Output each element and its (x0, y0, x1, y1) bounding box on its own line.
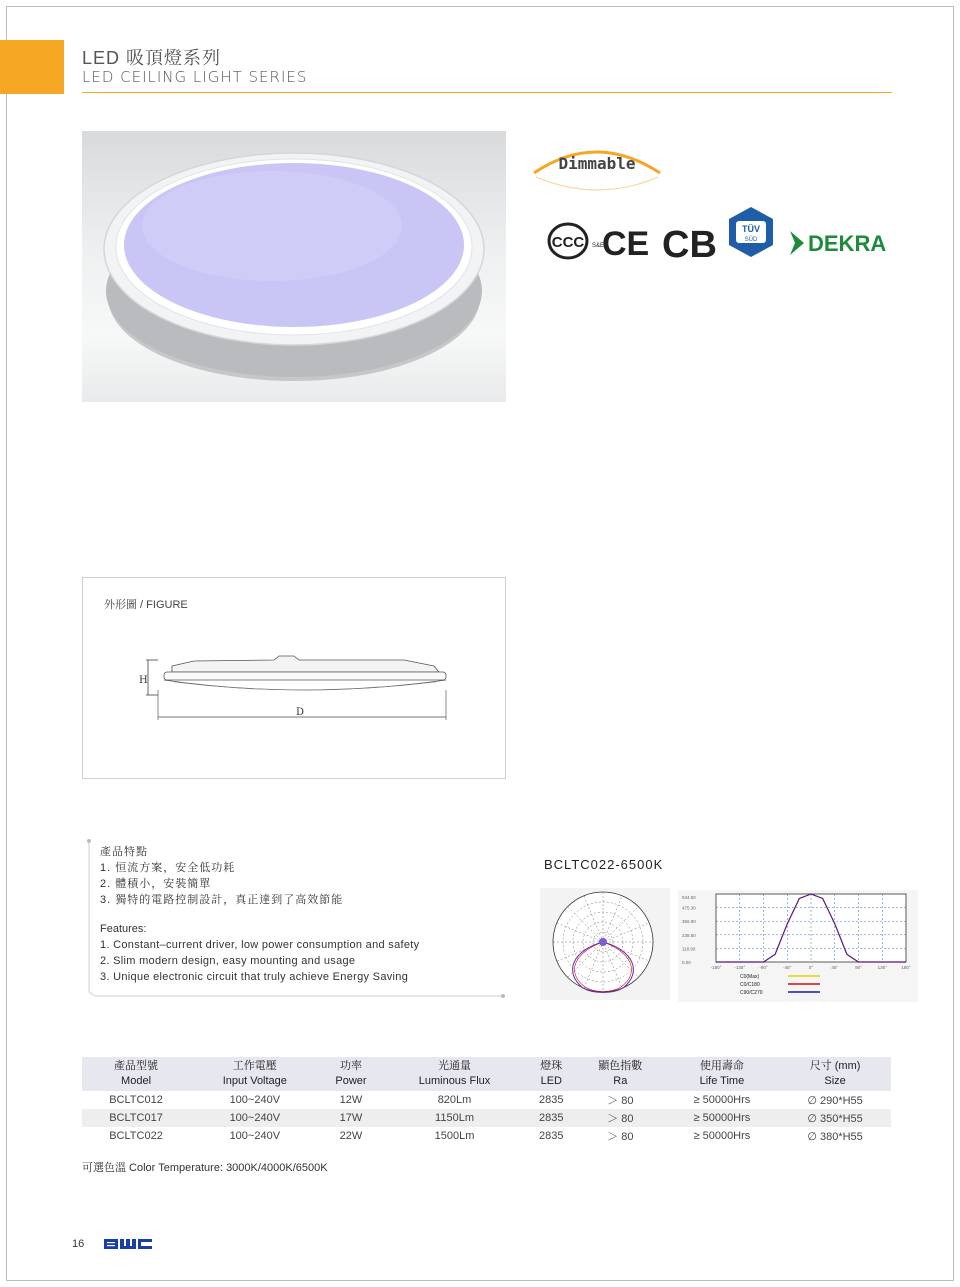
x-tick-label: 180° (901, 965, 911, 970)
y-tick-label: 118.90 (682, 946, 696, 952)
page-number: 16 (72, 1238, 85, 1250)
tuv-logo (729, 207, 773, 257)
spec-header-cell (665, 1057, 779, 1091)
spec-header-cell (576, 1057, 665, 1091)
feature-en-1: 1. Constant–current driver, low power consumption and safety (100, 939, 420, 951)
spec-header-en: Model (121, 1075, 152, 1087)
table-cell: ∅ 290*H55 (807, 1094, 863, 1107)
table-cell: ∅ 380*H55 (807, 1130, 863, 1143)
spec-header-cell (779, 1057, 891, 1091)
table-cell: ＞ 80 (607, 1131, 634, 1143)
y-tick-label: 475.30 (682, 905, 696, 911)
spec-header-zh: 使用壽命 (699, 1060, 744, 1072)
page-title-zh: LED 吸頂燈系列 (82, 48, 222, 68)
dekra-logo (790, 231, 886, 256)
table-cell: 820Lm (437, 1094, 472, 1106)
figure-label: 外形圖 / FIGURE (104, 599, 188, 611)
x-tick-label: -90° (759, 965, 768, 970)
spec-header-en: LED (540, 1075, 562, 1087)
table-cell: ∅ 350*H55 (779, 1109, 891, 1127)
y-tick-label: 534.50 (682, 895, 696, 900)
page-title-en: LED CEILING LIGHT SERIES (82, 68, 308, 86)
spec-header-zh: 工作電壓 (232, 1060, 277, 1072)
x-tick-label: 45° (831, 965, 839, 970)
light-distribution-chart (678, 890, 918, 1002)
table-cell: ≥ 50000Hrs (693, 1130, 751, 1142)
bmc-logo (104, 1238, 154, 1250)
x-tick-label: 90° (855, 965, 862, 970)
feature-zh-1: 1. 恒流方案，安全低功耗 (100, 862, 236, 874)
cb-logo: CB (662, 224, 717, 266)
dim-d-label: D (296, 707, 305, 718)
certification-area (520, 135, 910, 275)
table-cell: 1150Lm (382, 1109, 526, 1127)
svg-text:DEKRA: DEKRA (808, 231, 887, 256)
dimension-drawing (134, 650, 454, 722)
spec-header-cell (527, 1057, 576, 1091)
ccc-logo (549, 224, 604, 258)
ce-logo: CE (602, 225, 650, 263)
features-title-en: Features: (100, 923, 147, 935)
spec-header-zh: 顯色指數 (598, 1060, 643, 1072)
table-cell: 2835 (539, 1094, 564, 1106)
spec-header-en: Luminous Flux (418, 1075, 491, 1087)
feature-zh-2: 2. 體積小，安裝簡單 (100, 878, 212, 890)
x-tick-label: -180° (710, 965, 722, 970)
table-cell: 22W (339, 1130, 363, 1142)
spec-header-zh: 產品型號 (114, 1060, 159, 1072)
table-cell: 100~240V (190, 1109, 319, 1127)
table-row (82, 1091, 891, 1109)
dimmable-badge (534, 152, 660, 190)
table-cell: 2835 (527, 1109, 576, 1127)
table-cell: ≥ 50000Hrs (665, 1109, 779, 1127)
spec-header-en: Life Time (699, 1075, 745, 1087)
spec-header-zh: 光通量 (438, 1060, 472, 1072)
photometry-title: BCLTC022-6500K (544, 857, 664, 872)
table-cell: 100~240V (229, 1094, 281, 1106)
spec-header-en: Size (824, 1075, 846, 1087)
x-tick-label: 135° (877, 965, 887, 970)
color-temperature-note: 可選色溫 Color Temperature: 3000K/4000K/6500K (82, 1162, 328, 1174)
spec-header-cell (82, 1057, 190, 1091)
orange-tab (0, 40, 64, 94)
table-cell: BCLTC017 (82, 1109, 190, 1127)
title-underline (82, 92, 892, 93)
legend-label: C0(Max) (740, 974, 760, 980)
table-cell: BCLTC022 (109, 1130, 163, 1142)
polar-diagram (540, 888, 670, 1000)
spec-header-cell (382, 1057, 526, 1091)
spec-header-zh: 功率 (339, 1060, 362, 1072)
table-cell: BCLTC012 (109, 1094, 163, 1106)
dimmable-text: Dimmable (558, 154, 636, 173)
feature-zh-3: 3. 獨特的電路控制設計，真正達到了高效節能 (100, 894, 344, 906)
features-title-zh: 產品特點 (100, 846, 148, 858)
table-cell: ≥ 50000Hrs (693, 1094, 751, 1106)
feature-en-3: 3. Unique electronic circuit that truly achieve Energy Saving (100, 971, 409, 983)
x-tick-label: 0° (808, 965, 814, 970)
spec-table (82, 1057, 891, 1145)
table-cell: ＞ 80 (607, 1095, 634, 1107)
svg-text:S&E: S&E (592, 243, 605, 249)
table-cell: 2835 (539, 1130, 564, 1142)
table-cell: 1500Lm (434, 1130, 475, 1142)
spec-header-en: Input Voltage (222, 1075, 287, 1087)
legend-label: C0/C180 (740, 982, 760, 988)
svg-text:SÜD: SÜD (744, 237, 758, 243)
spec-header-zh: 尺寸 (mm) (809, 1060, 861, 1072)
svg-text:CCC: CCC (551, 234, 585, 251)
product-photo (82, 131, 506, 402)
table-row (82, 1127, 891, 1145)
y-tick-label: 356.90 (682, 919, 696, 925)
table-cell: 12W (339, 1094, 363, 1106)
x-tick-label: -135° (734, 965, 746, 970)
dim-h-label: H (139, 675, 148, 686)
table-cell: 100~240V (229, 1130, 281, 1142)
legend-label: C90/C270 (740, 990, 763, 996)
spec-header-cell (320, 1057, 383, 1091)
table-cell: 17W (320, 1109, 383, 1127)
table-row (82, 1109, 891, 1127)
y-tick-label: 238.50 (682, 932, 696, 938)
spec-header-zh: 燈珠 (540, 1060, 563, 1072)
feature-en-2: 2. Slim modern design, easy mounting and usage (100, 955, 356, 967)
spec-table-header (82, 1057, 891, 1091)
table-cell: ＞ 80 (576, 1109, 665, 1127)
svg-text:TÜV: TÜV (742, 224, 760, 234)
spec-header-en: Ra (613, 1075, 628, 1087)
spec-header-cell (190, 1057, 319, 1091)
x-tick-label: -45° (783, 965, 792, 970)
y-tick-label: 0.00 (682, 960, 691, 965)
spec-header-en: Power (335, 1075, 367, 1087)
